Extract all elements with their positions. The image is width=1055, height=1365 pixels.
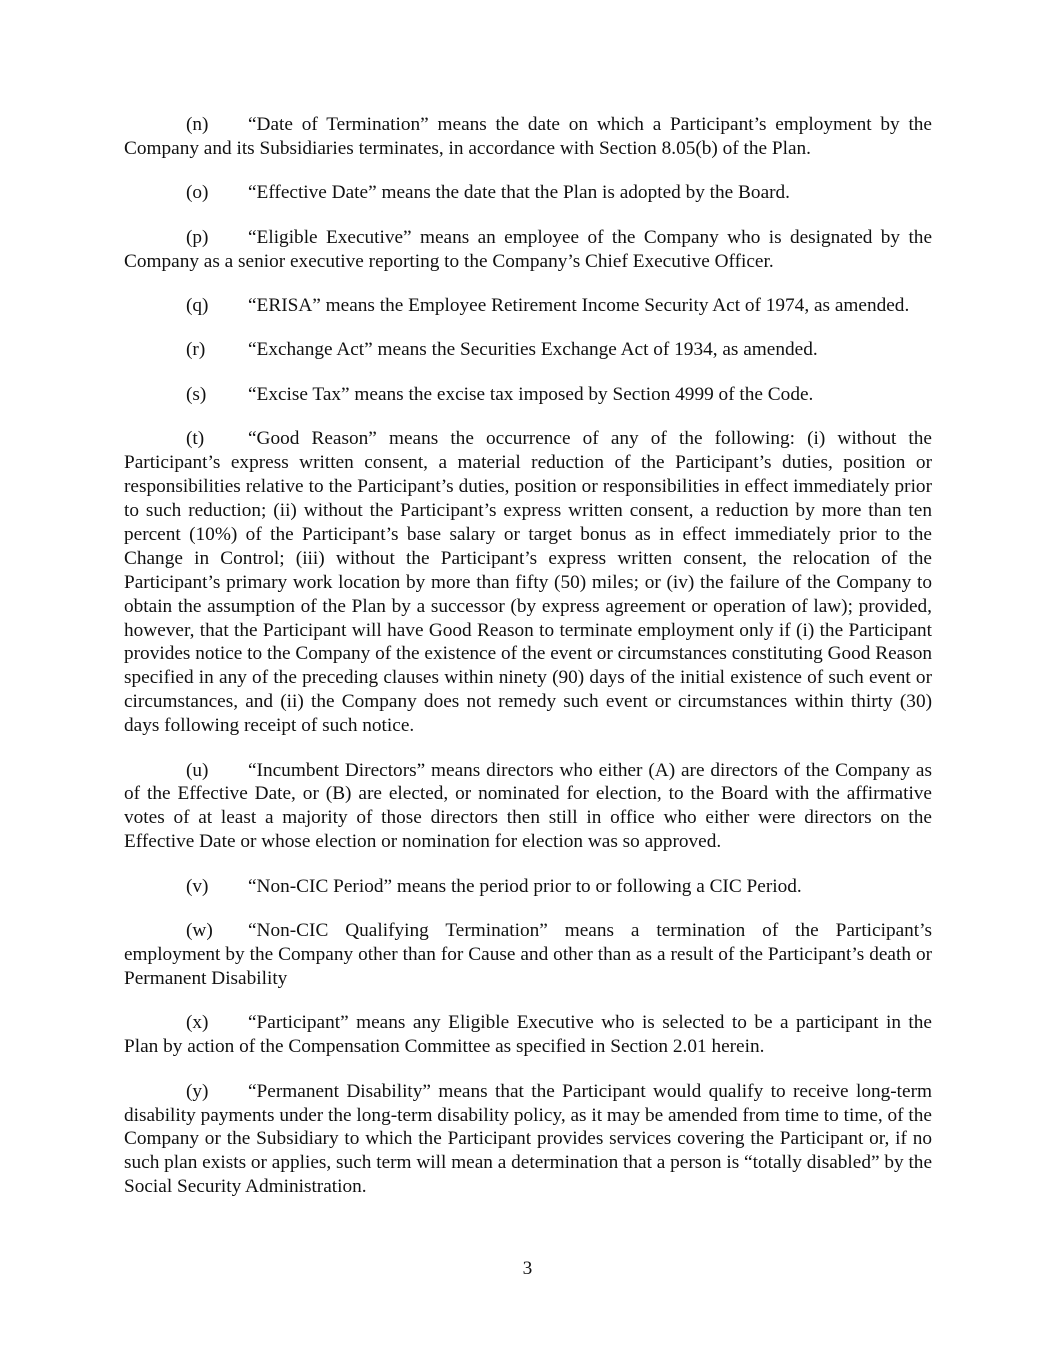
- document-body: [124, 113, 932, 1220]
- definition-label: (y): [186, 1080, 209, 1102]
- definition-s: [124, 383, 932, 407]
- definition-x: [124, 1011, 932, 1059]
- definition-label: (p): [186, 226, 209, 248]
- definition-text: “Participant” means any Eligible Executive who is selected to be a participant in the Plan by action of the Compensation Committee as specified in Section 2.01 herein.: [124, 1012, 932, 1058]
- definition-label: (s): [186, 383, 207, 405]
- definition-label: (x): [186, 1012, 209, 1034]
- definition-w: [124, 919, 932, 991]
- definition-text: “Effective Date” means the date that the Plan is adopted by the Board.: [248, 182, 791, 204]
- definition-text: “Eligible Executive” means an employee of the Company who is designated by the Company as a senior executive reporting to the Company’s Chief Executive Officer.: [124, 226, 932, 272]
- definition-text: “ERISA” means the Employee Retirement Income Security Act of 1974, as amended.: [248, 295, 910, 317]
- definition-label: (o): [186, 182, 209, 204]
- definition-y: [124, 1080, 932, 1200]
- definition-v: [124, 875, 932, 899]
- definition-label: (r): [186, 339, 206, 361]
- definition-n: [124, 113, 932, 161]
- definition-r: [124, 338, 932, 362]
- definition-label: (w): [186, 920, 213, 942]
- definition-text: “Non-CIC Qualifying Termination” means a termination of the Participant’s employment by the Company other than for Cause and other than as a result of the Participant’s death or Permanent Disability: [124, 920, 932, 989]
- definition-text: “Incumbent Directors” means directors who either (A) are directors of the Company as of the Effective Date, or (B) are elected, or nominated for election, to the Board with the affirmative votes of at least a majority of those directors then still in office who either were directors on the Effective Date or whose election or nomination for election was so approved.: [124, 759, 932, 853]
- page-number: 3: [522, 1258, 533, 1279]
- definition-label: (n): [186, 114, 209, 135]
- definition-q: [124, 294, 932, 318]
- definition-text: “Permanent Disability” means that the Participant would qualify to receive long-term disability payments under the long-term disability policy, as it may be amended from time to time, of the Company or the Subsidiary to which the Participant provides services covering the Participant or, if no such plan exists or applies, such term will mean a determination that a person is “totally disabled” by the Social Security Administration.: [124, 1080, 932, 1198]
- definition-label: (u): [186, 759, 209, 781]
- definition-text: “Good Reason” means the occurrence of any of the following: (i) without the Participant’s express written consent, a material reduction of the Participant’s duties, position or responsibilities relative to the Participant’s duties, position or responsibilities in effect immediately prior to such reduction; (ii) without the Participant’s express written consent, a reduction by more than ten percent (10%) of the Participant’s base salary or target bonus as in effect immediately prior to the Change in Control; (iii) without the Participant’s express written consent, the relocation of the Participant’s primary work location by more than fifty (50) miles; or (iv) the failure of the Company to obtain the assumption of the Plan by a successor (by express agreement or operation of law); provided, however, that the Participant will have Good Reason to terminate employment only if (i) the Participant provides notice to the Company of the existence of the event or circumstances constituting Good Reason specified in any of the preceding clauses within ninety (90) days of the initial existence of such event or circumstances, and (ii) the Company does not remedy such event or circumstances within thirty (30) days following receipt of such notice.: [124, 428, 932, 737]
- definition-o: [124, 181, 932, 205]
- definition-text: “Excise Tax” means the excise tax imposed by Section 4999 of the Code.: [248, 383, 814, 405]
- definition-text: “Date of Termination” means the date on which a Participant’s employment by the Company and its Subsidiaries terminates, in accordance with Section 8.05(b) of the Plan.: [124, 114, 932, 159]
- definition-t: [124, 427, 932, 738]
- definition-text: “Exchange Act” means the Securities Exchange Act of 1934, as amended.: [248, 339, 818, 361]
- definition-text: “Non-CIC Period” means the period prior to or following a CIC Period.: [248, 875, 802, 897]
- definition-label: (v): [186, 875, 209, 897]
- definition-label: (t): [186, 428, 205, 450]
- definition-p: [124, 226, 932, 274]
- definition-u: [124, 759, 932, 855]
- definition-label: (q): [186, 295, 209, 317]
